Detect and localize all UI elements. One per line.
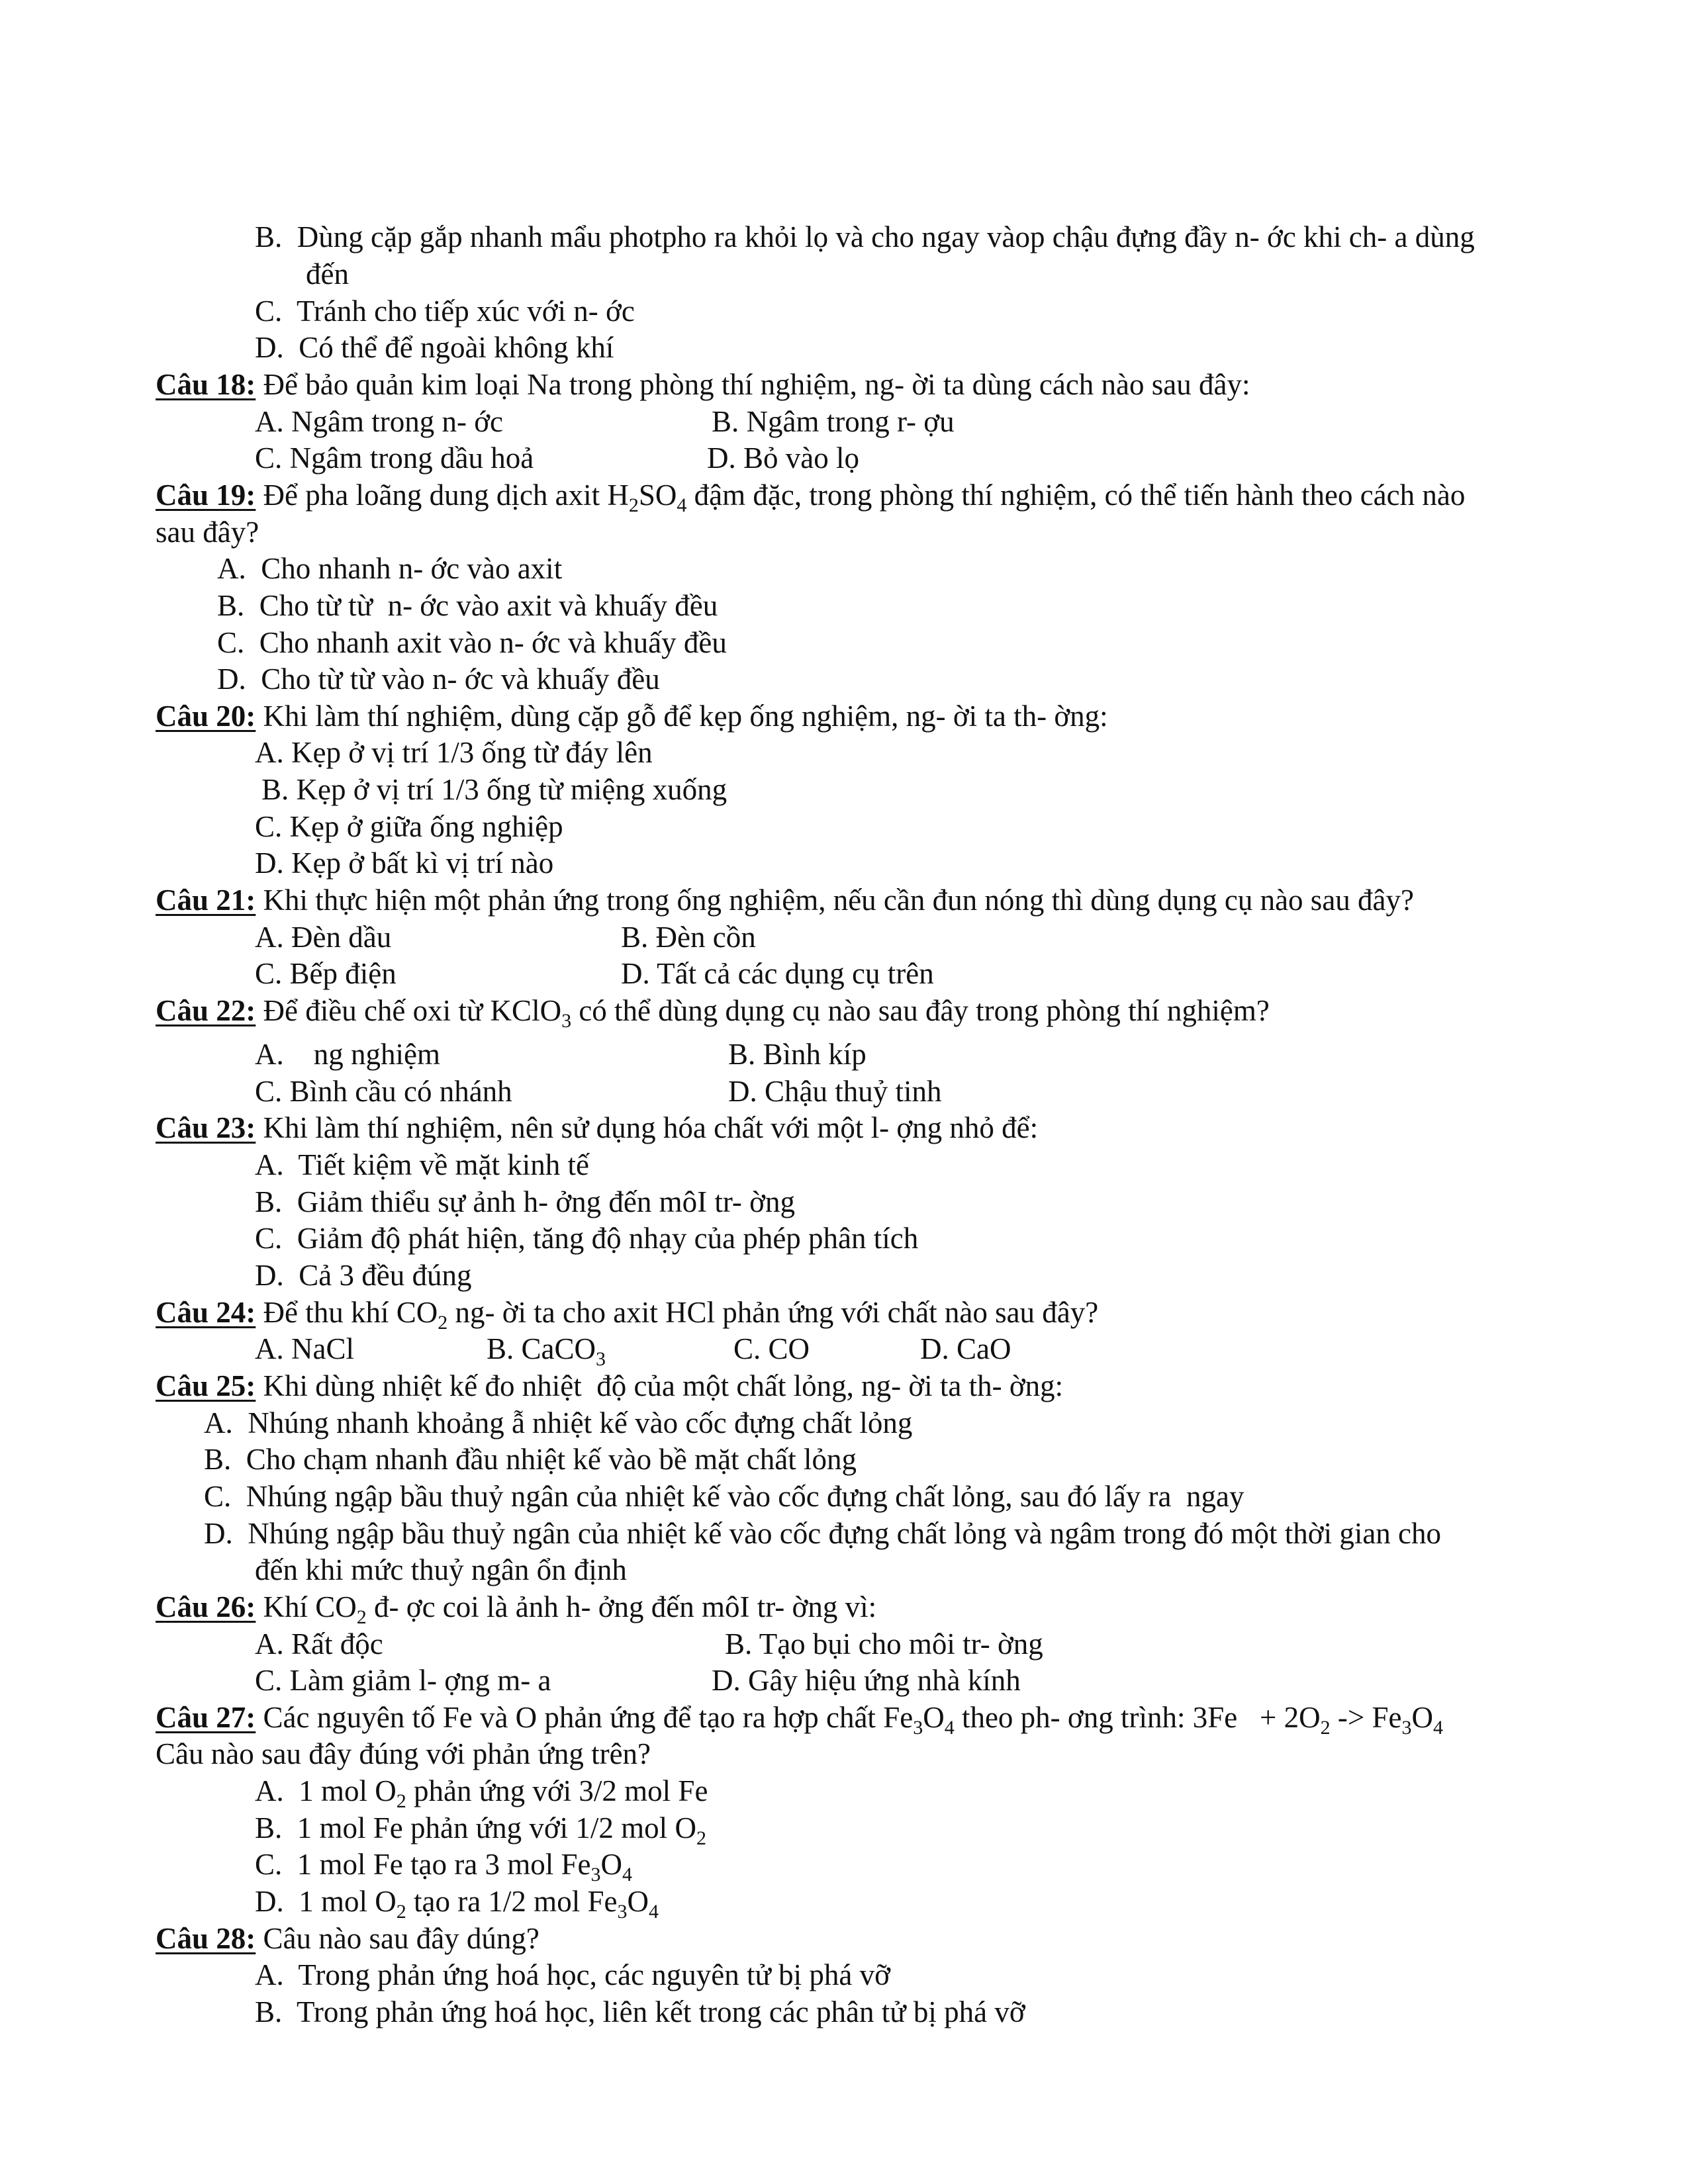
q27-sub-2: 4 (944, 1717, 955, 1739)
q26-option-b: B. Tạo bụi cho môi tr- ờng (725, 1627, 1043, 1661)
q19-option-a: A. Cho nhanh n- ớc vào axit (217, 552, 563, 585)
q26-sub-1: 2 (356, 1606, 367, 1628)
q19-stem-continued: sau đây? (156, 516, 259, 549)
q17-option-d: D. Có thể để ngoài không khí (255, 331, 614, 364)
q27-text-1: Các nguyên tố Fe và O phản ứng để tạo ra hợp chất Fe (256, 1701, 914, 1734)
q18-label: Câu 18: (156, 368, 256, 401)
q27-sub-5: 4 (1432, 1717, 1443, 1739)
q22-option-d: D. Chậu thuỷ tinh (728, 1075, 942, 1108)
q21-option-a: A. Đèn dầu (255, 921, 392, 954)
q27-option-c-sub-2: 4 (622, 1864, 632, 1886)
q23-option-b: B. Giảm thiểu sự ảnh h- ởng đến môI tr- ờng (255, 1185, 795, 1218)
q27-option-d-sub-3: 4 (648, 1901, 659, 1923)
q22-label: Câu 22: (156, 994, 256, 1027)
q27-option-a-text-2: phản ứng với 3/2 mol Fe (406, 1774, 708, 1807)
q23-text: Khi làm thí nghiệm, nên sử dụng hóa chất với một l- ợng nhỏ để: (256, 1111, 1039, 1144)
q23-option-c: C. Giảm độ phát hiện, tăng độ nhạy của phép phân tích (255, 1222, 919, 1255)
q28-label: Câu 28: (156, 1922, 256, 1955)
q27-option-c (255, 1846, 632, 1886)
q27-option-a-sub: 2 (396, 1790, 406, 1812)
q19-sub-1: 2 (628, 494, 639, 516)
q18-option-b: B. Ngâm trong r- ợu (712, 405, 955, 438)
q18-text: Để bảo quản kim loại Na trong phòng thí nghiệm, ng- ời ta dùng cách nào sau đây: (256, 368, 1250, 401)
q27-option-c-sub-1: 3 (590, 1864, 601, 1886)
q24-option-b-sub: 3 (596, 1348, 606, 1370)
q20-option-d: D. Kẹp ở bất kì vị trí nào (255, 846, 554, 880)
q21-label: Câu 21: (156, 884, 256, 917)
q27-option-d-text-2: tạo ra 1/2 mol Fe (406, 1885, 618, 1918)
q25-option-d: D. Nhúng ngập bầu thuỷ ngân của nhiệt kế vào cốc đựng chất lỏng và ngâm trong đó một thời gian cho (204, 1517, 1442, 1550)
q17-option-b: B. Dùng cặp gắp nhanh mẩu photpho ra khỏi lọ và cho ngay vàop chậu đựng đầy n- ớc khi ch- a dùng (255, 220, 1475, 253)
q27-text-4: -> Fe (1330, 1701, 1402, 1734)
q20-option-c: C. Kẹp ở giữa ống nghiệp (255, 810, 563, 843)
q19-option-b: B. Cho từ từ n- ớc vào axit và khuấy đều (217, 589, 718, 622)
q18-stem (156, 366, 1250, 403)
q22-stem (156, 992, 1270, 1032)
q18-option-d: D. Bỏ vào lọ (707, 441, 859, 475)
q22-option-c: C. Bình cầu có nhánh (255, 1075, 512, 1108)
q23-label: Câu 23: (156, 1111, 256, 1144)
q28-option-b: B. Trong phản ứng hoá học, liên kết trong các phân tử bị phá vỡ (255, 1995, 1025, 2028)
q27-option-d-sub-1: 2 (396, 1901, 406, 1923)
q25-option-b: B. Cho chạm nhanh đầu nhiệt kế vào bề mặt chất lỏng (204, 1443, 857, 1476)
q25-option-a: A. Nhúng nhanh khoảng ẫ nhiệt kế vào cốc đựng chất lỏng (204, 1406, 913, 1439)
q27-option-c-text-2: O (600, 1848, 622, 1881)
q27-option-c-text-1: C. 1 mol Fe tạo ra 3 mol Fe (255, 1848, 591, 1881)
q26-option-d: D. Gây hiệu ứng nhà kính (712, 1664, 1021, 1697)
q24-text-2: ng- ời ta cho axit HCl phản ứng với chất nào sau đây? (447, 1296, 1099, 1329)
q20-text: Khi làm thí nghiệm, dùng cặp gỗ để kẹp ống nghiệm, ng- ời ta th- ờng: (256, 700, 1108, 733)
q27-text-2: O (923, 1701, 945, 1734)
q24-stem (156, 1294, 1099, 1334)
q19-text-1: Để pha loãng dung dịch axit H (256, 478, 629, 512)
q25-text: Khi dùng nhiệt kế đo nhiệt độ của một chất lỏng, ng- ời ta th- ờng: (256, 1369, 1064, 1402)
q25-stem (156, 1367, 1063, 1404)
q26-option-a: A. Rất độc (255, 1627, 383, 1661)
q21-option-c: C. Bếp điện (255, 957, 397, 990)
q23-stem (156, 1109, 1038, 1146)
q27-option-b-text: B. 1 mol Fe phản ứng với 1/2 mol O (255, 1811, 696, 1844)
q27-text-3: theo ph- ơng trình: 3Fe + 2O (954, 1701, 1321, 1734)
q20-option-a: A. Kẹp ở vị trí 1/3 ống từ đáy lên (255, 736, 653, 769)
q26-stem (156, 1588, 877, 1628)
q27-option-a-text-1: A. 1 mol O (255, 1774, 397, 1807)
q27-label: Câu 27: (156, 1701, 256, 1734)
q27-option-a (255, 1772, 708, 1812)
q19-text-2: SO (638, 478, 677, 512)
q21-option-d: D. Tất cả các dụng cụ trên (621, 957, 934, 990)
q23-option-a: A. Tiết kiệm về mặt kinh tế (255, 1148, 589, 1181)
q26-option-c: C. Làm giảm l- ợng m- a (255, 1664, 551, 1697)
q27-option-d (255, 1883, 659, 1923)
q25-label: Câu 25: (156, 1369, 256, 1402)
q27-option-d-text-1: D. 1 mol O (255, 1885, 397, 1918)
q22-text-1: Để điều chế oxi từ KClO (256, 994, 562, 1027)
q20-stem (156, 698, 1108, 735)
q19-text-3: đậm đặc, trong phòng thí nghiệm, có thể tiến hành theo cách nào (686, 478, 1466, 512)
q27-option-d-sub-2: 3 (617, 1901, 628, 1923)
q17-option-c: C. Tránh cho tiếp xúc với n- ớc (255, 295, 635, 328)
q27-sub-1: 3 (913, 1717, 923, 1739)
q27-sub-3: 2 (1320, 1717, 1331, 1739)
q20-label: Câu 20: (156, 700, 256, 733)
q27-option-b (255, 1809, 706, 1849)
q27-sub-4: 3 (1401, 1717, 1412, 1739)
q17-option-b-continued: đến (306, 257, 349, 291)
q28-stem (156, 1920, 539, 1957)
q18-option-a: A. Ngâm trong n- ớc (255, 405, 503, 438)
q27-text-5: O (1411, 1701, 1433, 1734)
q19-sub-2: 4 (677, 494, 687, 516)
q19-label: Câu 19: (156, 478, 256, 512)
q22-sub-1: 3 (561, 1010, 572, 1032)
q22-option-b: B. Bình kíp (728, 1038, 867, 1071)
q23-option-d: D. Cả 3 đều đúng (255, 1259, 472, 1292)
q20-option-b: B. Kẹp ở vị trí 1/3 ống từ miệng xuống (261, 773, 727, 806)
q28-option-a: A. Trong phản ứng hoá học, các nguyên tử bị phá vỡ (255, 1958, 890, 1991)
q27-option-b-sub: 2 (696, 1827, 706, 1849)
q19-stem (156, 477, 1465, 514)
q19-option-c: C. Cho nhanh axit vào n- ớc và khuấy đều (217, 626, 727, 659)
q24-sub-1: 2 (438, 1312, 448, 1334)
q22-option-a: A. ng nghiệm (255, 1038, 440, 1071)
q24-option-b-text: B. CaCO (487, 1332, 596, 1365)
q24-label: Câu 24: (156, 1296, 256, 1329)
q21-text: Khi thực hiện một phản ứng trong ống nghiệm, nếu cần đun nóng thì dùng dụng cụ nào sau đây? (256, 884, 1414, 917)
q27-stem (156, 1699, 1443, 1739)
q22-text-2: có thể dùng dụng cụ nào sau đây trong phòng thí nghiệm? (571, 994, 1270, 1027)
q18-option-c: C. Ngâm trong dầu hoả (255, 441, 534, 475)
q26-text-1: Khí CO (256, 1590, 357, 1623)
q21-stem (156, 882, 1414, 919)
q24-option-b (487, 1330, 606, 1370)
q21-option-b: B. Đèn cồn (621, 921, 756, 954)
q26-text-2: đ- ợc coi là ảnh h- ởng đến môI tr- ờng vì: (366, 1590, 877, 1623)
q26-label: Câu 26: (156, 1590, 256, 1623)
q24-option-a: A. NaCl (255, 1332, 354, 1365)
q24-option-c: C. CO (733, 1332, 810, 1365)
q24-option-d: D. CaO (920, 1332, 1011, 1365)
q27-stem-continued: Câu nào sau đây đúng với phản ứng trên? (156, 1737, 651, 1770)
q25-option-d-continued: đến khi mức thuỷ ngân ổn định (255, 1553, 627, 1586)
q25-option-c: C. Nhúng ngập bầu thuỷ ngân của nhiệt kế vào cốc đựng chất lỏng, sau đó lấy ra ngay (204, 1480, 1244, 1513)
q19-option-d: D. Cho từ từ vào n- ớc và khuấy đều (217, 662, 660, 696)
q28-text: Câu nào sau đây dúng? (256, 1922, 539, 1955)
q24-text-1: Để thu khí CO (256, 1296, 438, 1329)
q27-option-d-text-3: O (627, 1885, 649, 1918)
